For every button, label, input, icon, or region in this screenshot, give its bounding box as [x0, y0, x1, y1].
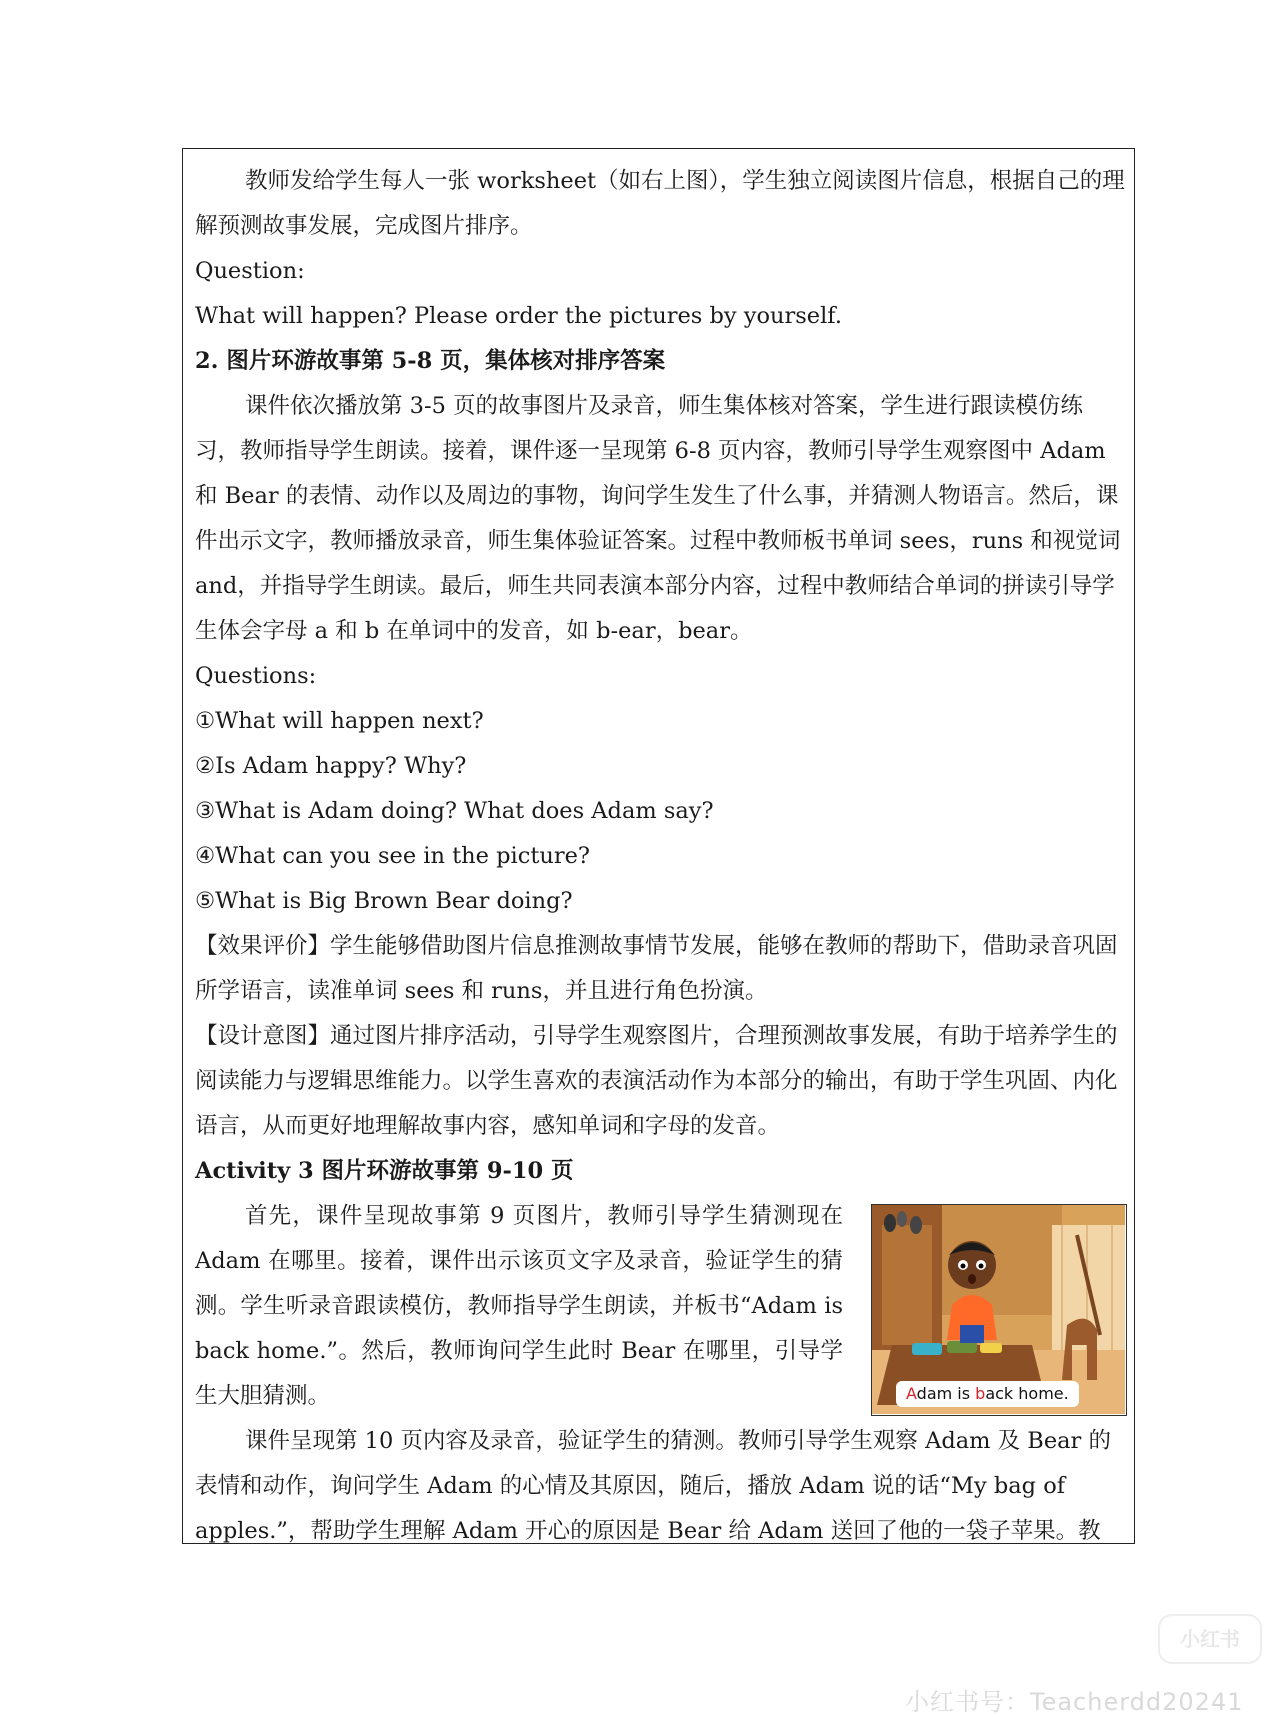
- paragraph-page-10: 课件呈现第 10 页内容及录音，验证学生的猜测。教师引导学生观察 Adam 及 Bear 的表情和动作，询问学生 Adam 的心情及其原因，随后，播放 Adam 说的话“My bag of apples.”，帮助学生理解 Adam 开心的原因是 Bear 给 Adam 送回了他的一袋子苹果。教: [195, 1428, 1111, 1544]
- question-item: ⑤What is Big Brown Bear doing?: [195, 888, 573, 914]
- section-heading-2: 2. 图片环游故事第 5-8 页，集体核对排序答案: [195, 348, 666, 374]
- content-table-cell: [182, 148, 1135, 1544]
- question-label: Question:: [195, 258, 305, 284]
- watermark-text: 小红书号：Teacherdd20241: [905, 1688, 1244, 1716]
- question-item: ②Is Adam happy? Why?: [195, 753, 467, 779]
- story-illustration: [871, 1204, 1127, 1416]
- activity-3-block: [195, 1194, 1125, 1419]
- activity-3-heading: Activity 3 图片环游故事第 9-10 页: [195, 1158, 574, 1184]
- illustration-caption: Adam is back home.: [896, 1381, 1079, 1407]
- question-item: ①What will happen next?: [195, 708, 484, 734]
- question-item: ③What is Adam doing? What does Adam say?: [195, 798, 714, 824]
- lesson-text: [195, 159, 1125, 1554]
- paragraph-page-9: 首先，课件呈现故事第 9 页图片，教师引导学生猜测现在 Adam 在哪里。接着，课件出示该页文字及录音，验证学生的猜测。学生听录音跟读模仿，教师指导学生朗读，并板书“Adam is back home.”。然后，教师询问学生此时 Bear 在哪里，引导学生大胆猜测。: [195, 1203, 843, 1409]
- effect-evaluation: 【效果评价】学生能够借助图片信息推测故事情节发展，能够在教师的帮助下，借助录音巩固所学语言，读准单词 sees 和 runs，并且进行角色扮演。: [195, 933, 1118, 1004]
- question-item: ④What can you see in the picture?: [195, 843, 590, 869]
- paragraph-worksheet: 教师发给学生每人一张 worksheet（如右上图），学生独立阅读图片信息，根据自己的理解预测故事发展，完成图片排序。: [195, 168, 1125, 239]
- paragraph-pages-5-8: 课件依次播放第 3-5 页的故事图片及录音，师生集体核对答案，学生进行跟读模仿练习，教师指导学生朗读。接着，课件逐一呈现第 6-8 页内容，教师引导学生观察图中 Adam 和 Bear 的表情、动作以及周边的事物，询问学生发生了什么事，并猜测人物语言。然后，课件出示文字，教师播放录音，师生集体验证答案。过程中教师板书单词 sees，runs 和视觉词 and，并指导学生朗读。最后，师生共同表演本部分内容，过程中教师结合单词的拼读引导学生体会字母 a 和 b 在单词中的发音，如 b-ear，bear。: [195, 393, 1121, 644]
- question-text: What will happen? Please order the pictures by yourself.: [195, 303, 842, 329]
- design-intent: 【设计意图】通过图片排序活动，引导学生观察图片，合理预测故事发展，有助于培养学生的阅读能力与逻辑思维能力。以学生喜欢的表演活动作为本部分的输出，有助于学生巩固、内化语言，从而更好地理解故事内容，感知单词和字母的发音。: [195, 1023, 1118, 1139]
- questions-label: Questions:: [195, 663, 317, 689]
- watermark-logo: 小红书: [1158, 1614, 1262, 1664]
